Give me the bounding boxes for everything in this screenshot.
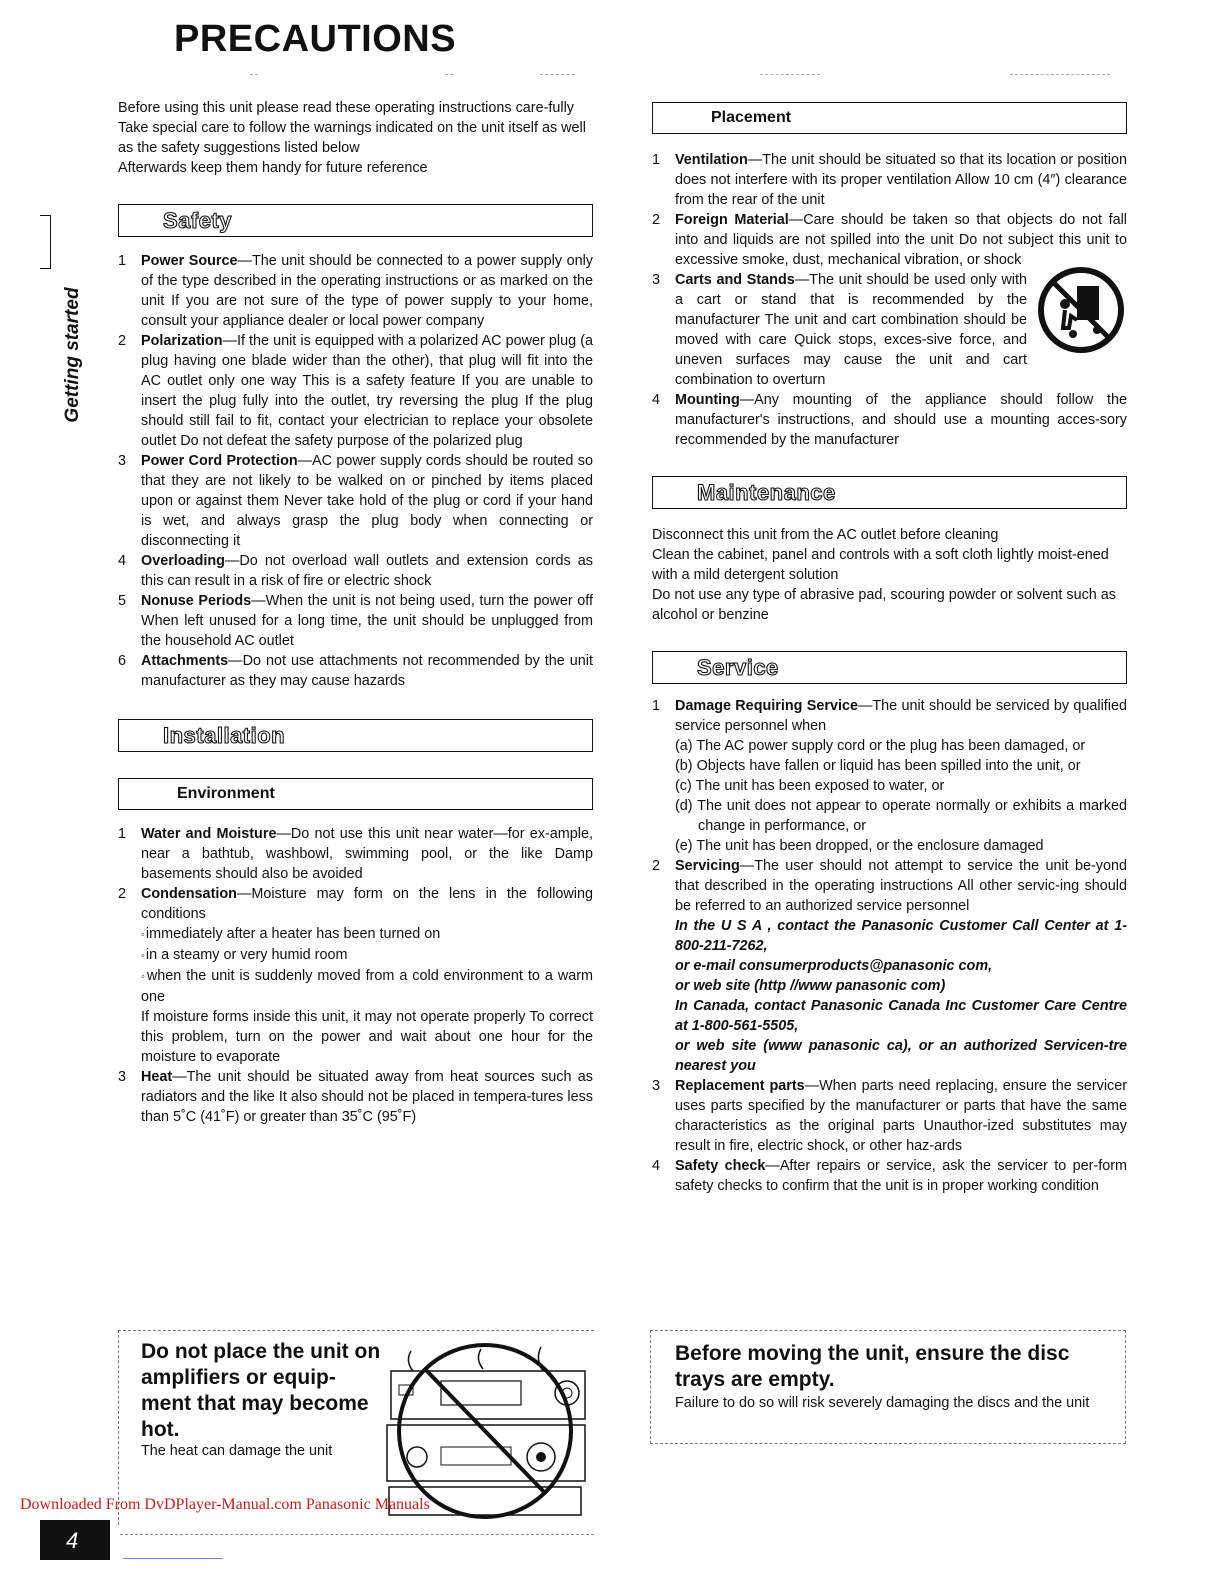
intro [118,98,593,178]
list-item [118,824,593,884]
item-number: 1 [118,253,127,269]
condition-line: (c) The unit has been exposed to water, or [675,778,945,794]
divider [760,74,820,75]
item-term: Replacement parts [675,1078,805,1094]
contact-line: or web site (www panasonic ca), or an authorized Servicen-tre nearest you [675,1038,1127,1074]
item-term: Ventilation [675,152,748,168]
page-number: 4 [40,1520,110,1560]
item-number: 2 [652,212,661,228]
side-section-label: Getting started [62,287,83,423]
item-text: —When parts need replacing, ensure the servicer uses parts specified by the manufacturer or parts that have the same characteristics as the original parts Unauthor-ized substitutes may result in fire, electric shock, or other haz-ards [675,1078,1128,1154]
installation-list [118,824,593,1127]
list-item [652,150,1127,210]
condition-line: (a) The AC power supply cord or the plug has been damaged, or [675,738,1086,754]
item-text: —Do not use this unit near water—for ex-ample, near a bathtub, washbowl, swimming pool, or the like Damp basements should also be avoided [141,826,593,882]
maintenance-text: Do not use any type of abrasive pad, scouring powder or solvent such as alcohol or benzine [652,587,1116,623]
condition-line: (b) Objects have fallen or liquid has been spilled into the unit, or [675,758,1081,774]
divider [1010,74,1110,75]
condition-line: (d) The unit does not appear to operate normally or exhibits a marked change in performance, or [675,798,1127,834]
intro-text: Afterwards keep them handy for future reference [118,160,428,176]
item-term: Carts and Stands [675,272,795,288]
item-number: 3 [652,1078,661,1094]
item-text: —Do not overload wall outlets and extension cords as this can result in a risk of fire or electric shock [141,553,593,589]
list-item [652,270,1127,390]
item-text: —Any mounting of the appliance should follow the manufacturer's instructions, and should use a mounting acces-sory recommended by the manufacturer [675,392,1127,448]
contact-line: or e-mail consumerproducts@panasonic com, [675,958,993,974]
heat-warning-text: The heat can damage the unit [141,1443,333,1459]
contact-line: or web site (http //www panasonic com) [675,978,946,994]
condition-bullet: ◦ in a steamy or very humid room [141,945,593,966]
item-number: 3 [118,453,127,469]
safety-list [118,251,593,691]
footer-divider [120,1534,594,1535]
item-text: —The unit should be used only with a cart or stand that is recommended by the manufacturer The unit and cart combination should be moved with care Quick stops, exces-sive force, and uneven surfaces may cause the unit and cart combination to overturn [675,272,1027,388]
placement-heading: Placement [711,109,792,126]
condition-bullet: ◦ immediately after a heater has been turned on [141,924,593,945]
list-item [118,591,593,651]
item-text: —If the unit is equipped with a polarized AC power plug (a plug having one blade wider than the other), that plug will fit into the AC outlet only one way This is a safety feature If you are unable to insert the plug fully into the outlet, try reversing the plug If the plug should still fail to fit, contact your electrician to replace your obsolete outlet Do not defeat the safety purpose of the polarized plug [141,333,593,449]
item-term: Water and Moisture [141,826,277,842]
placement-heading-box [652,102,1127,134]
item-term: Power Source [141,253,238,269]
safety-heading-box [118,204,593,237]
item-number: 1 [652,698,661,714]
item-number: 1 [652,152,661,168]
service-list [652,696,1127,1196]
divider [540,74,575,75]
item-followup: If moisture forms inside this unit, it may not operate properly To correct this problem, turn on the power and wait about one hour for the moisture to evaporate [141,1009,593,1065]
condition-line: (e) The unit has been dropped, or the enclosure damaged [675,838,1044,854]
contact-line: In the U S A , contact the Panasonic Customer Call Center at 1-800-211-7262, [675,918,1127,954]
download-source-note: Downloaded From DvDPlayer-Manual.com Panasonic Manuals [20,1496,430,1513]
item-text: —The user should not attempt to service the unit be-yond that described in the operating instructions All other servic-ing should be referred to an authorized service personnel [675,858,1127,914]
item-number: 4 [652,1158,661,1174]
list-item [652,210,1127,270]
service-heading: Service [697,654,779,680]
disc-tray-warning-title: Before moving the unit, ensure the disc trays are empty. [675,1342,1070,1391]
item-term: Heat [141,1069,173,1085]
item-term: Overloading [141,553,225,569]
item-number: 4 [652,392,661,408]
maintenance-heading-box [652,476,1127,509]
item-number: 6 [118,653,127,669]
item-text: —The unit should be connected to a power supply only of the type described in the operating instructions or as marked on the unit If you are not sure of the type of power supply to your home, consult your appliance dealer or local power company [141,253,593,329]
item-number: 3 [652,272,661,288]
item-text: —When the unit is not being used, turn the power off When left unused for a long time, the unit should be unplugged from the household AC outlet [141,593,593,649]
heat-warning-title: Do not place the unit on amplifiers or equip-ment that may become hot. [141,1340,381,1441]
item-term: Power Cord Protection [141,453,298,469]
footer-link-underline [123,1558,223,1559]
left-column [118,98,593,1127]
item-text: —The unit should be situated so that its location or position does not interfere with its proper ventilation Allow 10 cm (4″) clearance from the rear of the unit [675,152,1127,208]
condition-bullet: ◦ when the unit is suddenly moved from a cold environment to a warm one [141,966,593,1007]
disc-tray-warning-box [650,1330,1126,1444]
item-term: Foreign Material [675,212,789,228]
item-number: 2 [118,333,127,349]
list-item [118,1067,593,1127]
item-term: Condensation [141,886,237,902]
item-term: Safety check [675,1158,766,1174]
item-number: 2 [118,886,127,902]
list-item [118,651,593,691]
item-number: 2 [652,858,661,874]
item-text: —The unit should be serviced by qualified service personnel when [675,698,1127,734]
list-item [118,251,593,331]
maintenance-heading: Maintenance [697,479,836,505]
list-item [652,856,1127,1076]
disc-tray-warning-text: Failure to do so will risk severely damaging the discs and the unit [675,1395,1090,1411]
item-number: 1 [118,826,127,842]
list-item [652,390,1127,450]
item-term: Mounting [675,392,740,408]
item-text: —Care should be taken so that objects do not fall into and liquids are not spilled into the unit Do not subject this unit to excessive smoke, dust, mechanical vibration, or shock [675,212,1127,268]
installation-heading-box [118,719,593,752]
divider [445,74,453,75]
list-item [118,331,593,451]
item-term: Nonuse Periods [141,593,252,609]
no-amplifier-stack-icon [381,1331,591,1521]
item-term: Attachments [141,653,229,669]
item-text: —Do not use attachments not recommended by the unit manufacturer as they may cause hazards [141,653,593,689]
installation-heading: Installation [163,722,286,748]
item-term: Servicing [675,858,740,874]
environment-heading-box [118,778,593,810]
list-item [118,551,593,591]
item-text: —Moisture may form on the lens in the following conditions [141,886,593,922]
item-text: —AC power supply cords should be routed so that they are not likely to be walked on or pinched by items placed upon or against them Never take hold of the plug or cord if your hand is wet, and always grasp the plug body when connecting or disconnecting it [141,453,593,549]
item-number: 4 [118,553,127,569]
list-item [118,451,593,551]
item-number: 5 [118,593,127,609]
item-term: Damage Requiring Service [675,698,858,714]
maintenance-text: Disconnect this unit from the AC outlet before cleaning [652,527,999,543]
side-tab-bracket [40,215,51,269]
list-item [652,1076,1127,1156]
service-heading-box [652,651,1127,684]
divider [250,74,258,75]
right-column [652,102,1127,1196]
list-item [652,1156,1127,1196]
intro-text: Before using this unit please read these operating instructions care-fully Take special care to follow the warnings indicated on the unit itself as well as the safety suggestions listed below [118,100,586,156]
item-text: —After repairs or service, ask the servicer to per-form safety checks to confirm that the unit is in proper working condition [675,1158,1128,1194]
item-text: —The unit should be situated away from heat sources such as radiators and the like It also should not be placed in tempera-tures less than 5˚C (41˚F) or greater than 35˚C (95˚F) [141,1069,593,1125]
item-term: Polarization [141,333,223,349]
item-number: 3 [118,1069,127,1085]
list-item [118,884,593,1067]
environment-heading: Environment [177,785,275,802]
list-item [652,696,1127,856]
placement-list [652,150,1127,450]
safety-heading: Safety [163,207,233,233]
page-title: PRECAUTIONS [174,18,457,60]
contact-line: In Canada, contact Panasonic Canada Inc Customer Care Centre at 1-800-561-5505, [675,998,1127,1034]
maintenance-text: Clean the cabinet, panel and controls with a soft cloth lightly moist-ened with a mild detergent solution [652,547,1109,583]
cart-warning-icon [1035,264,1127,356]
